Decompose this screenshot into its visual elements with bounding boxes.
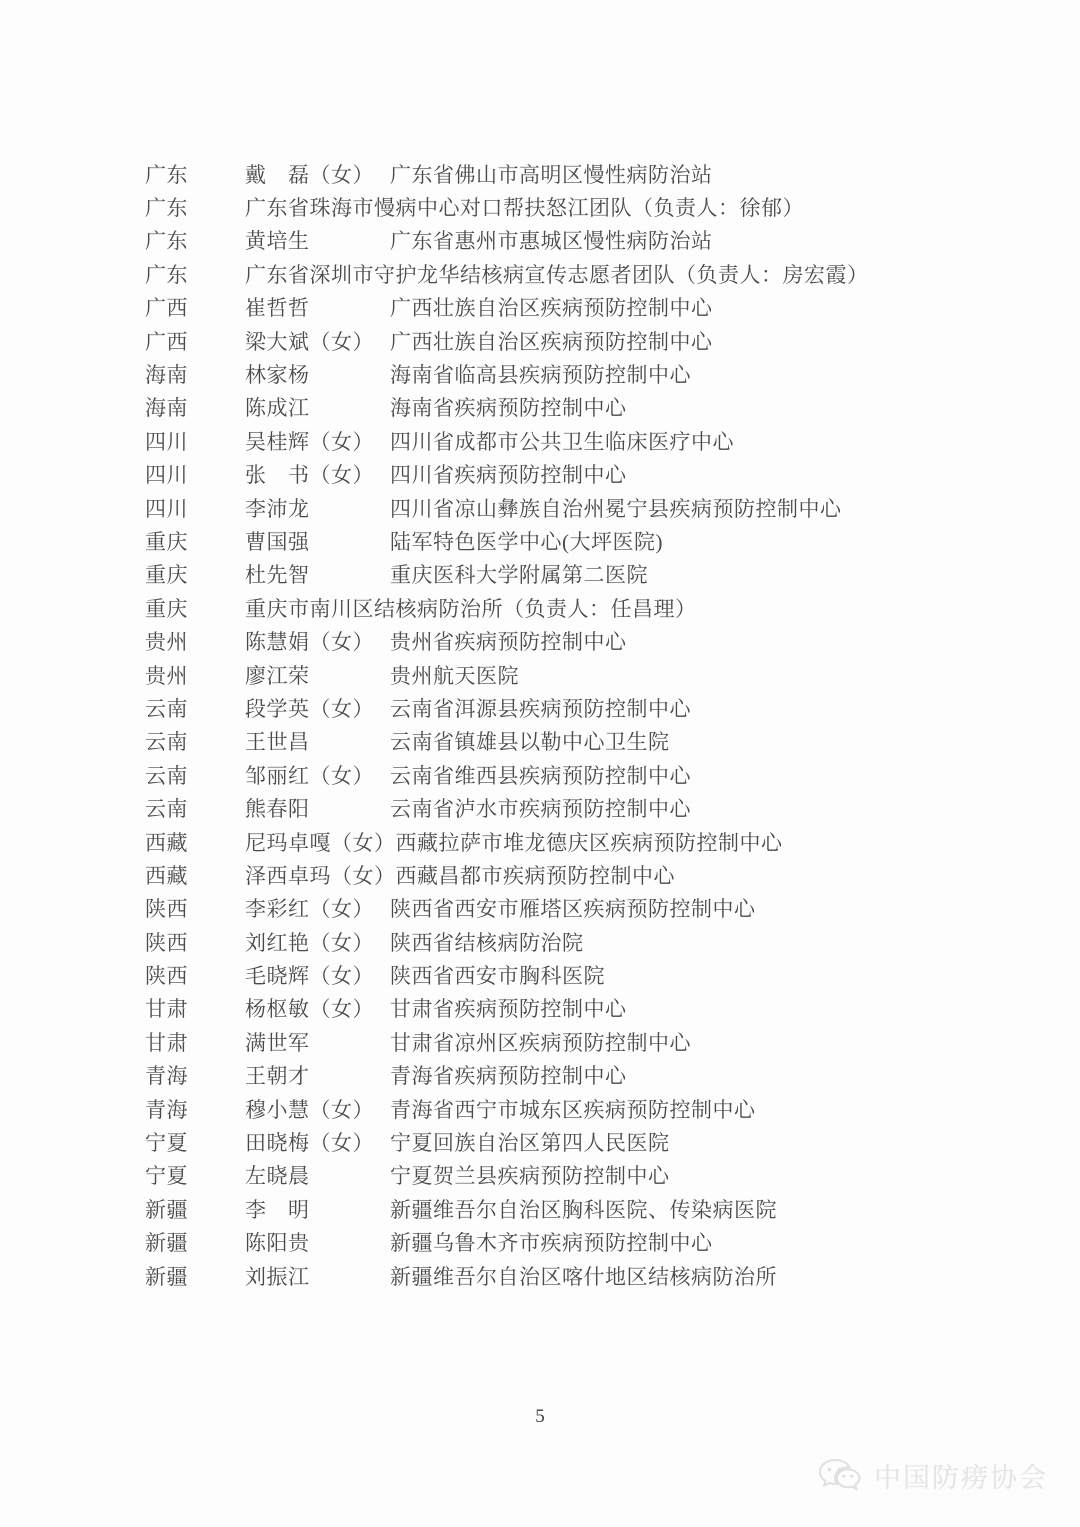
table-row [145, 257, 1040, 290]
person-name-cell: 田晓梅（女） [245, 1131, 374, 1156]
person-name-cell: 陈成江 [245, 396, 310, 421]
province-cell: 重庆 [145, 563, 188, 588]
organization-cell: 新疆维吾尔自治区喀什地区结核病防治所 [390, 1264, 777, 1289]
organization-cell: 云南省洱源县疾病预防控制中心 [390, 696, 691, 721]
organization-cell: 云南省泸水市疾病预防控制中心 [390, 797, 691, 822]
table-row [145, 1092, 1040, 1125]
organization-cell: 宁夏回族自治区第四人民医院 [390, 1131, 670, 1156]
organization-cell: 陆军特色医学中心(大坪医院) [390, 529, 663, 554]
organization-cell: 甘肃省疾病预防控制中心 [390, 997, 627, 1022]
roster-table [145, 157, 1040, 1292]
person-name-cell: 满世军 [245, 1030, 310, 1055]
organization-cell: 陕西省结核病防治院 [390, 930, 584, 955]
province-cell: 青海 [145, 1064, 188, 1089]
wechat-icon [818, 1457, 864, 1495]
table-row [145, 324, 1040, 357]
table-row [145, 157, 1040, 190]
organization-cell: 云南省镇雄县以勒中心卫生院 [390, 730, 670, 755]
province-cell: 广西 [145, 329, 188, 354]
province-cell: 陕西 [145, 930, 188, 955]
organization-cell: 海南省疾病预防控制中心 [390, 396, 627, 421]
person-name-cell: 刘红艳（女） [245, 930, 374, 955]
person-name-cell: 刘振江 [245, 1264, 310, 1289]
person-name-cell: 李彩红（女） [245, 897, 374, 922]
organization-cell: 广东省惠州市惠城区慢性病防治站 [390, 229, 713, 254]
table-row [145, 491, 1040, 524]
person-name-cell: 陈阳贵 [245, 1231, 310, 1256]
person-name-cell: 熊春阳 [245, 797, 310, 822]
province-cell: 广东 [145, 262, 188, 287]
table-row [145, 725, 1040, 758]
table-row [145, 658, 1040, 691]
table-row [145, 291, 1040, 324]
province-cell: 重庆 [145, 596, 188, 621]
person-name-cell: 穆小慧（女） [245, 1097, 374, 1122]
organization-cell: 新疆维吾尔自治区胸科医院、传染病医院 [390, 1197, 777, 1222]
organization-cell: 宁夏贺兰县疾病预防控制中心 [390, 1164, 670, 1189]
watermark [818, 1456, 1048, 1495]
table-row [145, 524, 1040, 557]
table-row [145, 691, 1040, 724]
person-name-cell: 左晓晨 [245, 1164, 310, 1189]
province-cell: 西藏 [145, 863, 188, 888]
table-row [145, 1192, 1040, 1225]
province-cell: 甘肃 [145, 1030, 188, 1055]
organization-cell: 广东省深圳市守护龙华结核病宣传志愿者团队（负责人：房宏霞） [245, 262, 869, 287]
person-name-cell: 吴桂辉（女） [245, 429, 374, 454]
province-cell: 甘肃 [145, 997, 188, 1022]
table-row [145, 892, 1040, 925]
person-name-cell: 毛晓辉（女） [245, 964, 374, 989]
organization-cell: 青海省疾病预防控制中心 [390, 1064, 627, 1089]
person-name-cell: 林家杨 [245, 363, 310, 388]
organization-cell: 陕西省西安市胸科医院 [390, 964, 605, 989]
province-cell: 四川 [145, 463, 188, 488]
province-cell: 西藏 [145, 830, 188, 855]
organization-cell: 贵州省疾病预防控制中心 [390, 630, 627, 655]
province-cell: 宁夏 [145, 1164, 188, 1189]
table-row [145, 224, 1040, 257]
organization-cell: 四川省疾病预防控制中心 [390, 463, 627, 488]
organization-cell: 青海省西宁市城东区疾病预防控制中心 [390, 1097, 756, 1122]
organization-cell: 广西壮族自治区疾病预防控制中心 [390, 296, 713, 321]
province-cell: 陕西 [145, 897, 188, 922]
table-row [145, 858, 1040, 891]
organization-cell: 新疆乌鲁木齐市疾病预防控制中心 [390, 1231, 713, 1256]
organization-cell: 广西壮族自治区疾病预防控制中心 [390, 329, 713, 354]
person-name-cell: 黄培生 [245, 229, 310, 254]
table-row [145, 958, 1040, 991]
province-cell: 陕西 [145, 964, 188, 989]
organization-cell: 重庆市南川区结核病防治所（负责人：任昌理） [245, 596, 697, 621]
province-cell: 广西 [145, 296, 188, 321]
person-name-cell: 戴 磊（女） [245, 162, 374, 187]
organization-cell: 四川省成都市公共卫生临床医疗中心 [390, 429, 734, 454]
province-cell: 新疆 [145, 1231, 188, 1256]
person-name-cell: 王世昌 [245, 730, 310, 755]
table-row [145, 1259, 1040, 1292]
person-name-cell: 王朝才 [245, 1064, 310, 1089]
table-row [145, 591, 1040, 624]
province-cell: 云南 [145, 763, 188, 788]
person-name-cell: 曹国强 [245, 529, 310, 554]
organization-cell: 海南省临高县疾病预防控制中心 [390, 363, 691, 388]
person-name-cell: 泽西卓玛（女） [245, 863, 396, 888]
province-cell: 新疆 [145, 1197, 188, 1222]
province-cell: 广东 [145, 162, 188, 187]
table-row [145, 357, 1040, 390]
organization-cell: 贵州航天医院 [390, 663, 519, 688]
person-name-cell: 张 书（女） [245, 463, 374, 488]
province-cell: 青海 [145, 1097, 188, 1122]
table-row [145, 1159, 1040, 1192]
province-cell: 四川 [145, 429, 188, 454]
organization-cell: 西藏昌都市疾病预防控制中心 [395, 863, 675, 888]
table-row [145, 825, 1040, 858]
province-cell: 新疆 [145, 1264, 188, 1289]
province-cell: 云南 [145, 730, 188, 755]
person-name-cell: 廖江荣 [245, 663, 310, 688]
person-name-cell: 崔哲哲 [245, 296, 310, 321]
organization-cell: 广东省珠海市慢病中心对口帮扶怒江团队（负责人：徐郁） [245, 196, 804, 221]
table-row [145, 391, 1040, 424]
table-row [145, 424, 1040, 457]
person-name-cell: 邹丽红（女） [245, 763, 374, 788]
table-row [145, 925, 1040, 958]
province-cell: 海南 [145, 363, 188, 388]
page-number: 5 [535, 1406, 545, 1427]
province-cell: 广东 [145, 229, 188, 254]
person-name-cell: 李沛龙 [245, 496, 310, 521]
table-row [145, 458, 1040, 491]
province-cell: 广东 [145, 196, 188, 221]
province-cell: 贵州 [145, 663, 188, 688]
province-cell: 宁夏 [145, 1131, 188, 1156]
province-cell: 重庆 [145, 529, 188, 554]
organization-cell: 云南省维西县疾病预防控制中心 [390, 763, 691, 788]
person-name-cell: 杨枢敏（女） [245, 997, 374, 1022]
province-cell: 海南 [145, 396, 188, 421]
table-row [145, 791, 1040, 824]
organization-cell: 陕西省西安市雁塔区疾病预防控制中心 [390, 897, 756, 922]
table-row [145, 190, 1040, 223]
person-name-cell: 梁大斌（女） [245, 329, 374, 354]
person-name-cell: 杜先智 [245, 563, 310, 588]
person-name-cell: 李 明 [245, 1197, 310, 1222]
person-name-cell: 段学英（女） [245, 696, 374, 721]
province-cell: 云南 [145, 696, 188, 721]
table-row [145, 992, 1040, 1025]
province-cell: 云南 [145, 797, 188, 822]
table-row [145, 1025, 1040, 1058]
province-cell: 四川 [145, 496, 188, 521]
person-name-cell: 尼玛卓嘎（女） [245, 830, 396, 855]
table-row [145, 624, 1040, 657]
organization-cell: 广东省佛山市高明区慢性病防治站 [390, 162, 713, 187]
table-row [145, 1059, 1040, 1092]
organization-cell: 西藏拉萨市堆龙德庆区疾病预防控制中心 [395, 830, 783, 855]
organization-cell: 四川省凉山彝族自治州冕宁县疾病预防控制中心 [390, 496, 842, 521]
organization-cell: 甘肃省凉州区疾病预防控制中心 [390, 1030, 691, 1055]
table-row [145, 558, 1040, 591]
watermark-text: 中国防痨协会 [874, 1463, 1048, 1493]
table-row [145, 758, 1040, 791]
table-row [145, 1125, 1040, 1158]
table-row [145, 1226, 1040, 1259]
organization-cell: 重庆医科大学附属第二医院 [390, 563, 648, 588]
province-cell: 贵州 [145, 630, 188, 655]
person-name-cell: 陈慧娟（女） [245, 630, 374, 655]
